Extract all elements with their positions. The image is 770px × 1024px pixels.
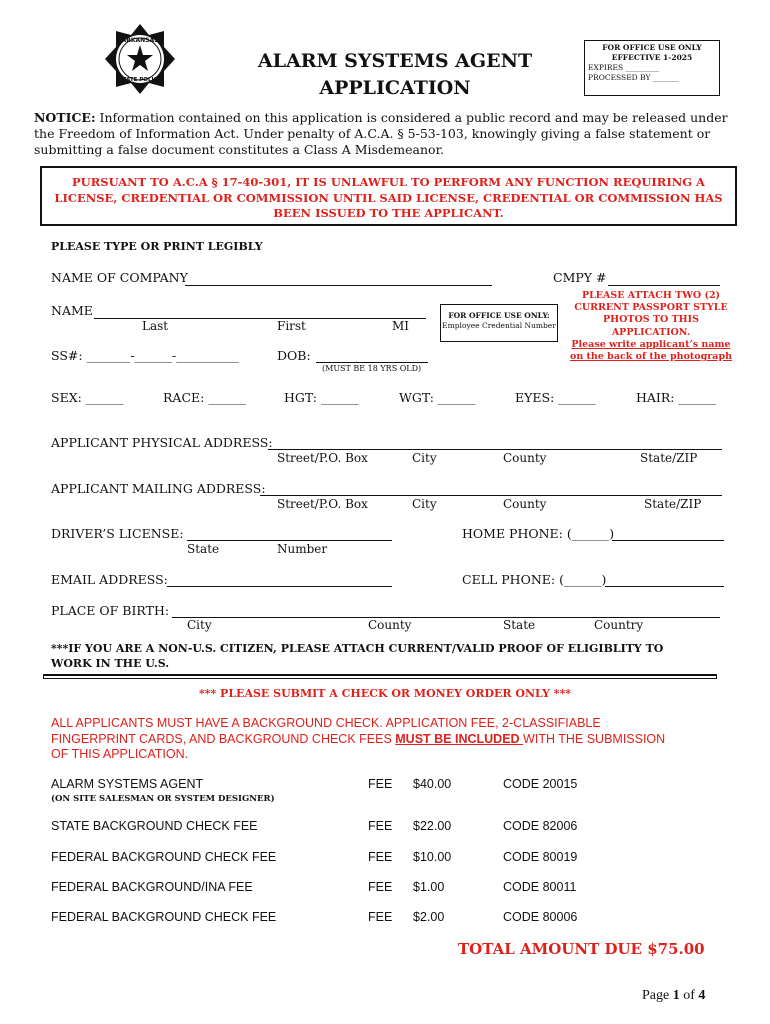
fee-name: FEDERAL BACKGROUND CHECK FEE bbox=[51, 910, 277, 924]
notice-label: NOTICE: bbox=[34, 110, 96, 125]
ssn-field[interactable]: SS#: _______-______-__________ bbox=[51, 348, 239, 363]
email-input[interactable] bbox=[167, 586, 392, 587]
dob-label: DOB: bbox=[277, 348, 311, 363]
logo-text-top: ARKANSAS bbox=[121, 37, 159, 44]
photo-line3: PHOTOS TO THIS bbox=[603, 314, 699, 326]
fee-code: CODE 82006 bbox=[503, 819, 578, 833]
fee-amount: $2.00 bbox=[413, 910, 445, 924]
page-current: 1 bbox=[672, 988, 680, 1003]
physical-address-input[interactable] bbox=[268, 449, 722, 450]
name-first-caption: First bbox=[277, 319, 306, 333]
physical-statezip-caption: State/ZIP bbox=[640, 451, 698, 465]
of-word: of bbox=[679, 988, 699, 1003]
page-number bbox=[642, 988, 705, 1004]
fee-name: FEDERAL BACKGROUND/INA FEE bbox=[51, 880, 253, 894]
credential-title: FOR OFFICE USE ONLY: bbox=[448, 311, 550, 320]
fee-amount: $1.00 bbox=[413, 880, 445, 894]
warning-line3: BEEN ISSUED TO THE APPLICANT. bbox=[273, 206, 504, 220]
photo-instruction bbox=[566, 290, 736, 363]
fee-amount: $10.00 bbox=[413, 850, 452, 864]
notice-line1: Information contained on this application is considered a public record and may be released under bbox=[95, 110, 728, 125]
height-field[interactable]: HGT: ______ bbox=[284, 390, 359, 405]
mailing-street-caption: Street/P.O. Box bbox=[277, 497, 368, 511]
drivers-license-input[interactable] bbox=[187, 540, 392, 541]
hair-field[interactable]: HAIR: ______ bbox=[636, 390, 716, 405]
eyes-field[interactable]: EYES: ______ bbox=[515, 390, 596, 405]
name-label: NAME bbox=[51, 303, 93, 318]
page-total: 4 bbox=[698, 988, 706, 1003]
warning-line2: LICENSE, CREDENTIAL OR COMMISSION UNTIL SAID LICENSE, CREDENTIAL OR COMMISSION HAS bbox=[54, 190, 723, 205]
weight-field[interactable]: WGT: ______ bbox=[399, 390, 476, 405]
physical-street-caption: Street/P.O. Box bbox=[277, 451, 368, 465]
fee-amount: $40.00 bbox=[413, 777, 452, 791]
race-field[interactable]: RACE: ______ bbox=[163, 390, 246, 405]
fee-label: FEE bbox=[368, 910, 393, 924]
fee-code: CODE 80019 bbox=[503, 850, 578, 864]
cell-phone-label: CELL PHONE: (______) bbox=[462, 572, 607, 587]
form-title bbox=[230, 48, 560, 102]
mailing-city-caption: City bbox=[412, 497, 437, 511]
mailing-statezip-caption: State/ZIP bbox=[644, 497, 702, 511]
office-use-expires: EXPIRES _________ bbox=[588, 63, 660, 72]
requirement-line2a: FINGERPRINT CARDS, AND BACKGROUND CHECK FEES bbox=[51, 731, 396, 746]
name-last-caption: Last bbox=[142, 319, 169, 333]
dl-number-caption: Number bbox=[277, 542, 328, 556]
physical-address-label: APPLICANT PHYSICAL ADDRESS: bbox=[51, 435, 273, 450]
cell-phone-input[interactable] bbox=[605, 586, 724, 587]
home-phone-label: HOME PHONE: (______) bbox=[462, 526, 615, 541]
dob-note: (MUST BE 18 YRS OLD) bbox=[322, 364, 422, 373]
mailing-address-input[interactable] bbox=[260, 495, 722, 496]
fee-requirement-text bbox=[51, 716, 665, 763]
office-use-box bbox=[584, 40, 720, 96]
warning-line1: PURSUANT TO A.C.A § 17-40-301, IT IS UNLAWFUL TO PERFORM ANY FUNCTION REQUIRING A bbox=[72, 175, 705, 189]
mailing-address-label: APPLICANT MAILING ADDRESS: bbox=[51, 481, 266, 496]
photo-line5: Please write applicant’s name bbox=[571, 338, 731, 350]
office-use-title: FOR OFFICE USE ONLY bbox=[602, 43, 702, 52]
type-print-instruction: PLEASE TYPE OR PRINT LEGIBLY bbox=[51, 240, 263, 253]
fee-code: CODE 20015 bbox=[503, 777, 578, 791]
title-line1: ALARM SYSTEMS AGENT bbox=[257, 50, 533, 72]
mailing-county-caption: County bbox=[503, 497, 547, 511]
email-label: EMAIL ADDRESS: bbox=[51, 572, 168, 587]
requirement-line2b: MUST BE INCLUDED bbox=[395, 731, 524, 746]
requirement-line3: OF THIS APPLICATION. bbox=[51, 747, 189, 761]
credential-sub: Employee Credential Number bbox=[442, 321, 556, 330]
company-label: NAME OF COMPANY bbox=[51, 270, 188, 285]
cmpy-label: CMPY # bbox=[553, 270, 607, 285]
notice-text bbox=[34, 110, 734, 158]
total-amount-due: TOTAL AMOUNT DUE $75.00 bbox=[458, 940, 705, 958]
notice-line2: the Freedom of Information Act. Under penalty of A.C.A. § 5-53-103, knowingly giving a false statement or bbox=[34, 126, 711, 141]
non-citizen-line1: ***IF YOU ARE A NON-U.S. CITIZEN, PLEASE ATTACH CURRENT/VALID PROOF OF ELIGIBLITY TO bbox=[51, 642, 664, 655]
sex-field[interactable]: SEX: ______ bbox=[51, 390, 124, 405]
photo-line6: on the back of the photograph bbox=[569, 351, 732, 363]
dob-input[interactable] bbox=[316, 362, 428, 363]
pob-state-caption: State bbox=[503, 618, 536, 632]
pob-city-caption: City bbox=[187, 618, 212, 632]
fee-code: CODE 80011 bbox=[503, 880, 577, 894]
requirement-line2c: WITH THE SUBMISSION bbox=[523, 731, 666, 746]
physical-county-caption: County bbox=[503, 451, 547, 465]
title-line2: APPLICATION bbox=[319, 77, 471, 99]
fee-label: FEE bbox=[368, 819, 393, 833]
requirement-line1: ALL APPLICANTS MUST HAVE A BACKGROUND CHECK. APPLICATION FEE, 2-CLASSIFIABLE bbox=[51, 716, 601, 730]
company-input[interactable] bbox=[185, 285, 492, 286]
physical-city-caption: City bbox=[412, 451, 437, 465]
warning-box bbox=[40, 166, 737, 226]
fee-code: CODE 80006 bbox=[503, 910, 578, 924]
fee-name: STATE BACKGROUND CHECK FEE bbox=[51, 819, 258, 833]
drivers-license-label: DRIVER’S LICENSE: bbox=[51, 526, 184, 541]
office-use-effective: EFFECTIVE 1-2025 bbox=[611, 53, 693, 62]
non-citizen-notice bbox=[51, 641, 663, 671]
name-mi-caption: MI bbox=[392, 319, 410, 333]
fee-label: FEE bbox=[368, 850, 393, 864]
office-use-processed: PROCESSED BY _______ bbox=[588, 73, 680, 82]
photo-line2: CURRENT PASSPORT STYLE bbox=[574, 302, 728, 314]
photo-line1: PLEASE ATTACH TWO (2) bbox=[581, 290, 721, 301]
non-citizen-line2: WORK IN THE U.S. bbox=[51, 657, 170, 670]
place-of-birth-label: PLACE OF BIRTH: bbox=[51, 603, 170, 618]
fee-label: FEE bbox=[368, 880, 393, 894]
home-phone-input[interactable] bbox=[612, 540, 724, 541]
cmpy-input[interactable] bbox=[608, 285, 720, 286]
fee-name: ALARM SYSTEMS AGENT bbox=[51, 777, 204, 791]
notice-line3: submitting a false document constitutes a Class A Misdemeanor. bbox=[34, 142, 445, 157]
dl-state-caption: State bbox=[187, 542, 220, 556]
section-divider bbox=[43, 674, 717, 679]
logo-text-bottom: STATE POLICE bbox=[118, 77, 162, 83]
pob-country-caption: Country bbox=[594, 618, 644, 632]
credential-number-box[interactable] bbox=[440, 304, 558, 342]
fee-note: (ON SITE SALESMAN OR SYSTEM DESIGNER) bbox=[51, 794, 275, 804]
photo-line4: APPLICATION. bbox=[611, 326, 691, 338]
fee-amount: $22.00 bbox=[413, 819, 452, 833]
pob-county-caption: County bbox=[368, 618, 412, 632]
fee-label: FEE bbox=[368, 777, 393, 791]
state-police-badge-logo bbox=[104, 23, 176, 95]
fee-name: FEDERAL BACKGROUND CHECK FEE bbox=[51, 850, 277, 864]
submit-note: *** PLEASE SUBMIT A CHECK OR MONEY ORDER ONLY *** bbox=[198, 687, 572, 700]
page-word: Page bbox=[642, 988, 673, 1003]
